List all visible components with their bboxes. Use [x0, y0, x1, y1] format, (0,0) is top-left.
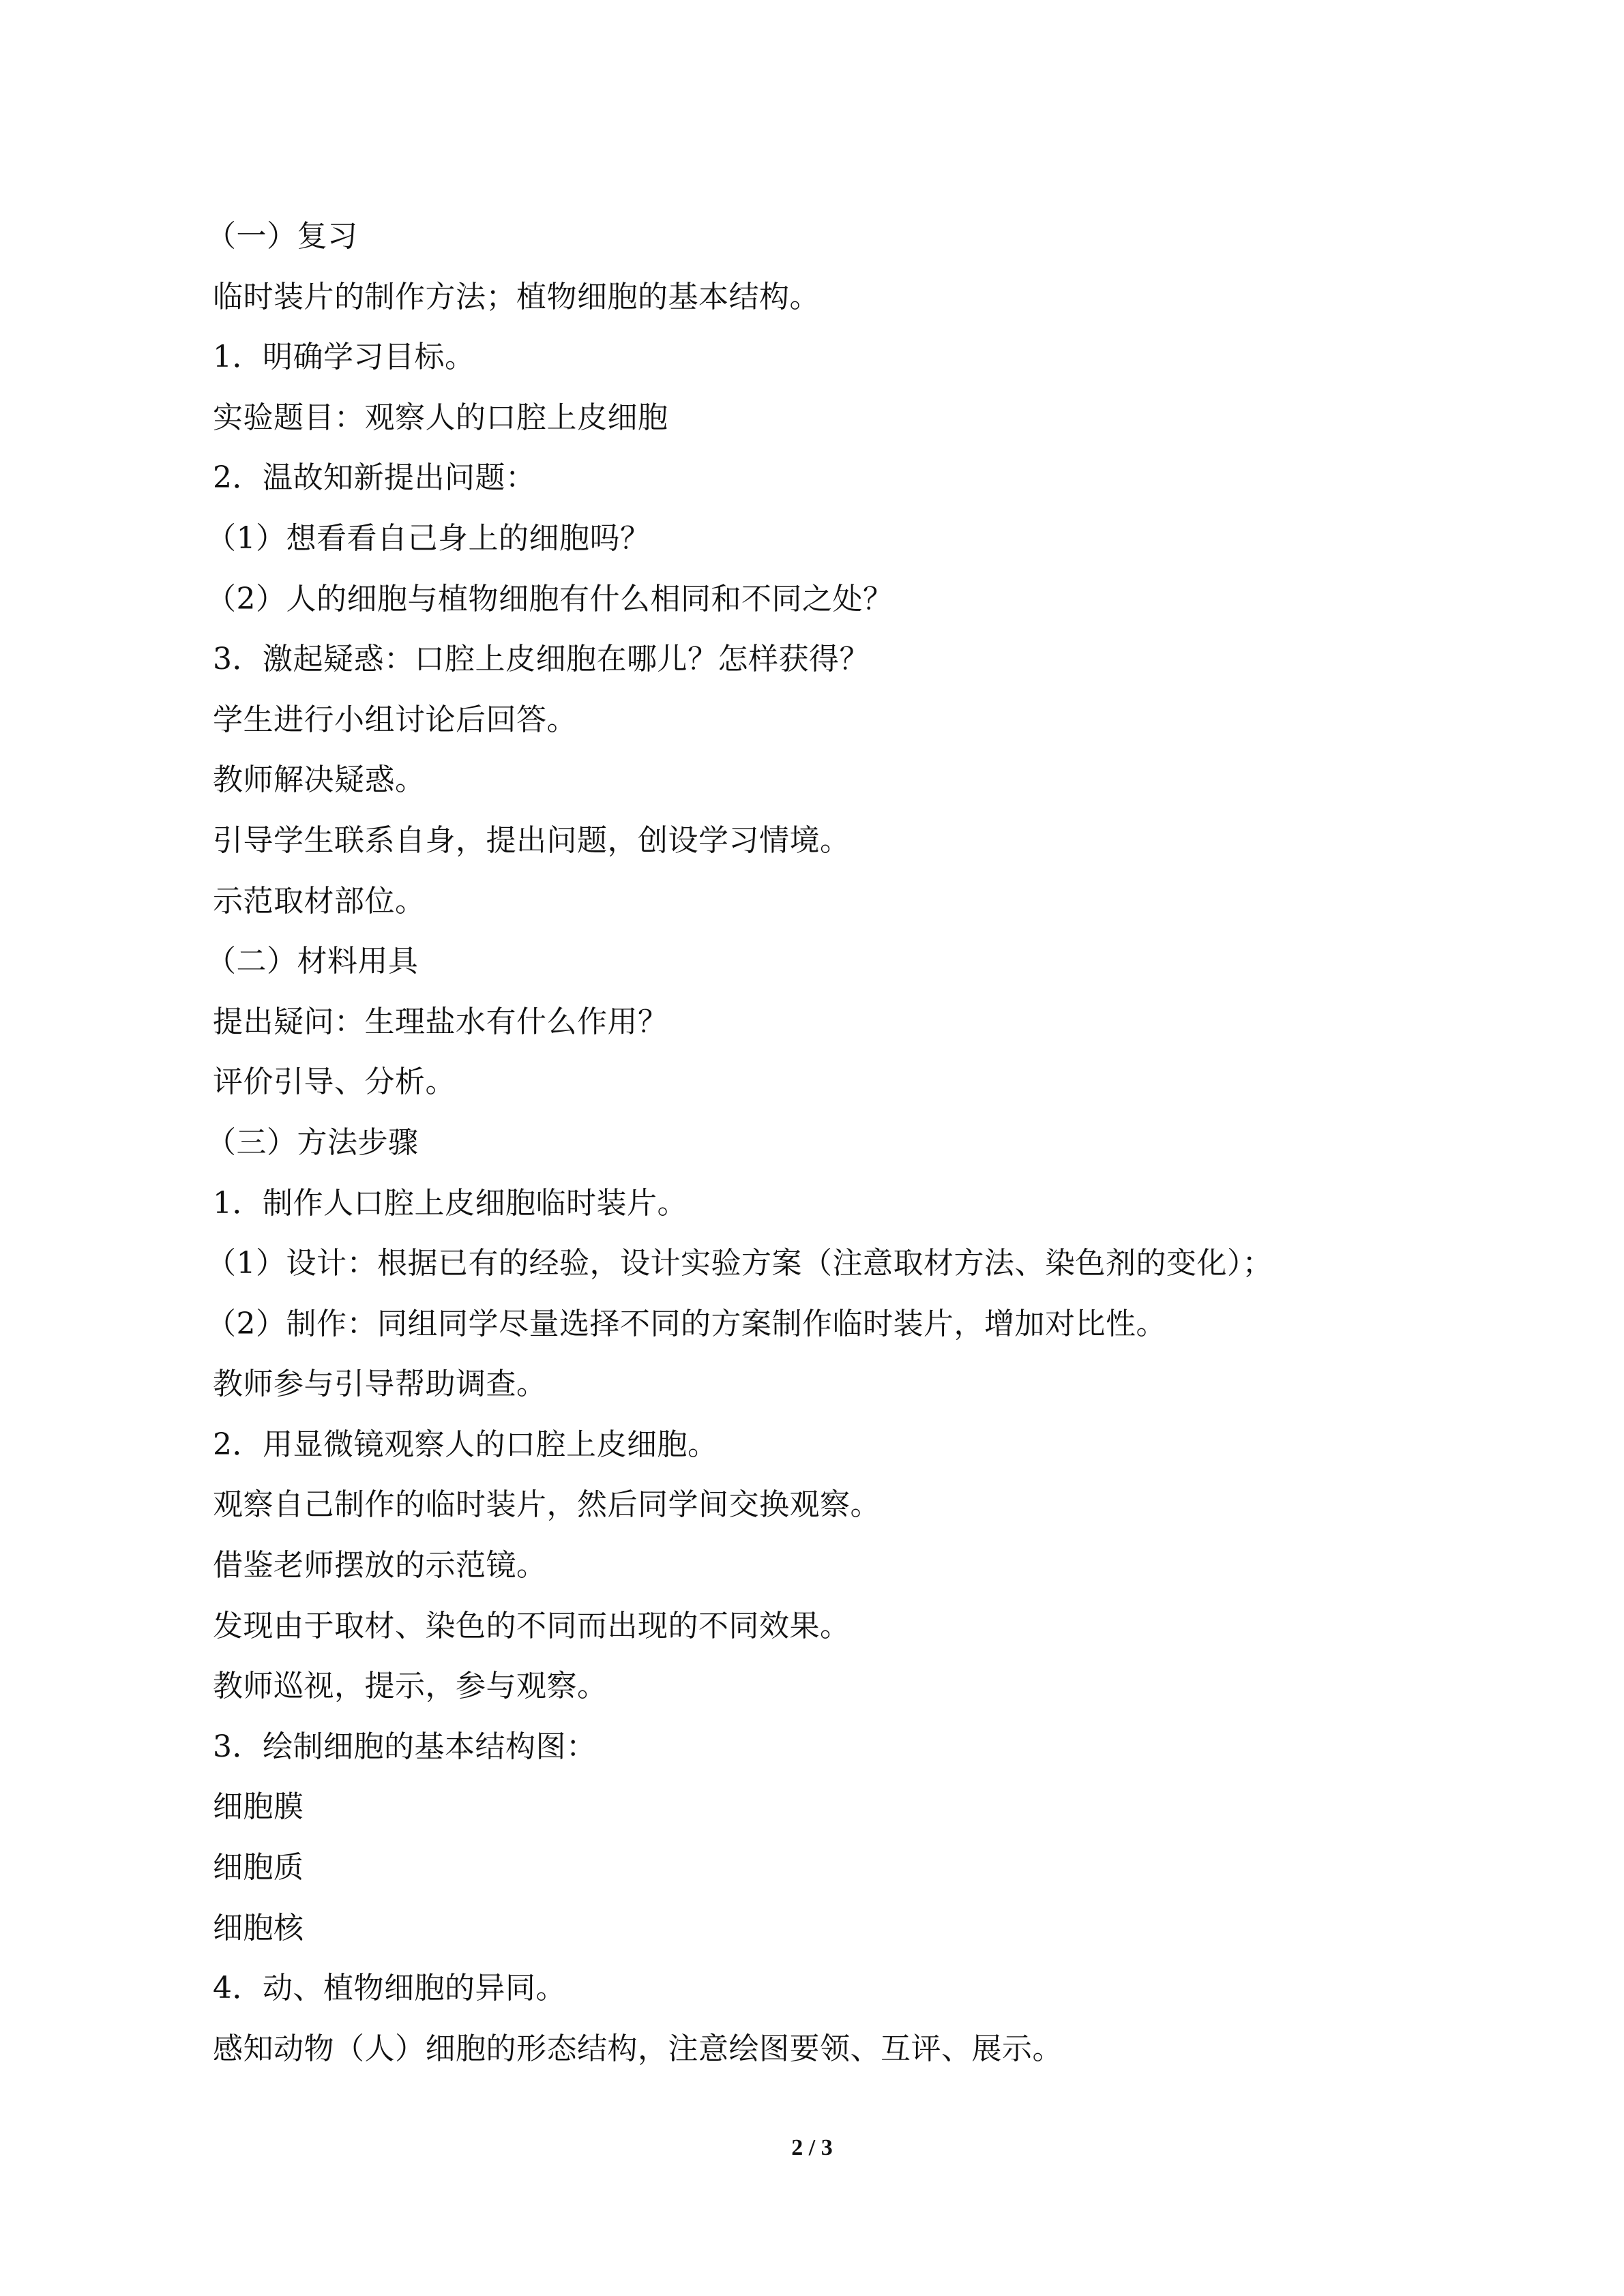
paragraph: 教师解决疑惑。 — [213, 762, 426, 798]
sub-item: （1）设计：根据已有的经验，设计实验方案（注意取材方法、染色剂的变化）； — [206, 1246, 1273, 1281]
document-body — [206, 207, 1509, 2079]
structure-term: 细胞膜 — [213, 1789, 304, 1825]
numbered-item: 2．温故知新提出问题： — [213, 460, 536, 496]
numbered-item: 4．动、植物细胞的异同。 — [213, 1971, 566, 2006]
paragraph: 实验题目：观察人的口腔上皮细胞 — [213, 400, 668, 435]
numbered-item: 2．用显微镜观察人的口腔上皮细胞。 — [213, 1427, 718, 1462]
paragraph: 发现由于取材、染色的不同而出现的不同效果。 — [213, 1608, 851, 1643]
numbered-item: 1．明确学习目标。 — [213, 340, 475, 375]
paragraph: 教师参与引导帮助调查。 — [213, 1367, 547, 1402]
section-heading-methods: （三）方法步骤 — [206, 1124, 419, 1160]
paragraph: 提出疑问：生理盐水有什么作用？ — [213, 1004, 668, 1039]
structure-term: 细胞核 — [213, 1910, 304, 1945]
paragraph: 感知动物（人）细胞的形态结构，注意绘图要领、互评、展示。 — [213, 2031, 1063, 2066]
paragraph: 评价引导、分析。 — [213, 1064, 456, 1100]
numbered-item: 3．绘制细胞的基本结构图： — [213, 1729, 597, 1764]
sub-item: （1）想看看自己身上的细胞吗？ — [206, 520, 651, 556]
paragraph: 借鉴老师摆放的示范镜。 — [213, 1548, 547, 1583]
page-number: 2 / 3 — [791, 2135, 833, 2160]
paragraph: 引导学生联系自身，提出问题，创设学习情境。 — [213, 822, 851, 858]
section-heading-review: （一）复习 — [206, 219, 358, 254]
numbered-item: 3．激起疑惑：口腔上皮细胞在哪儿？怎样获得？ — [213, 642, 870, 677]
paragraph: 教师巡视，提示，参与观察。 — [213, 1669, 608, 1704]
sub-item: （2）人的细胞与植物细胞有什么相同和不同之处？ — [206, 581, 894, 616]
paragraph: 学生进行小组讨论后回答。 — [213, 702, 577, 737]
structure-term: 细胞质 — [213, 1850, 304, 1885]
sub-item: （2）制作：同组同学尽量选择不同的方案制作临时装片，增加对比性。 — [206, 1306, 1166, 1341]
paragraph: 观察自己制作的临时装片，然后同学间交换观察。 — [213, 1487, 881, 1523]
section-heading-materials: （二）材料用具 — [206, 944, 419, 979]
numbered-item: 1．制作人口腔上皮细胞临时装片。 — [213, 1185, 688, 1221]
paragraph: 示范取材部位。 — [213, 883, 426, 919]
paragraph: 临时装片的制作方法；植物细胞的基本结构。 — [213, 279, 820, 314]
